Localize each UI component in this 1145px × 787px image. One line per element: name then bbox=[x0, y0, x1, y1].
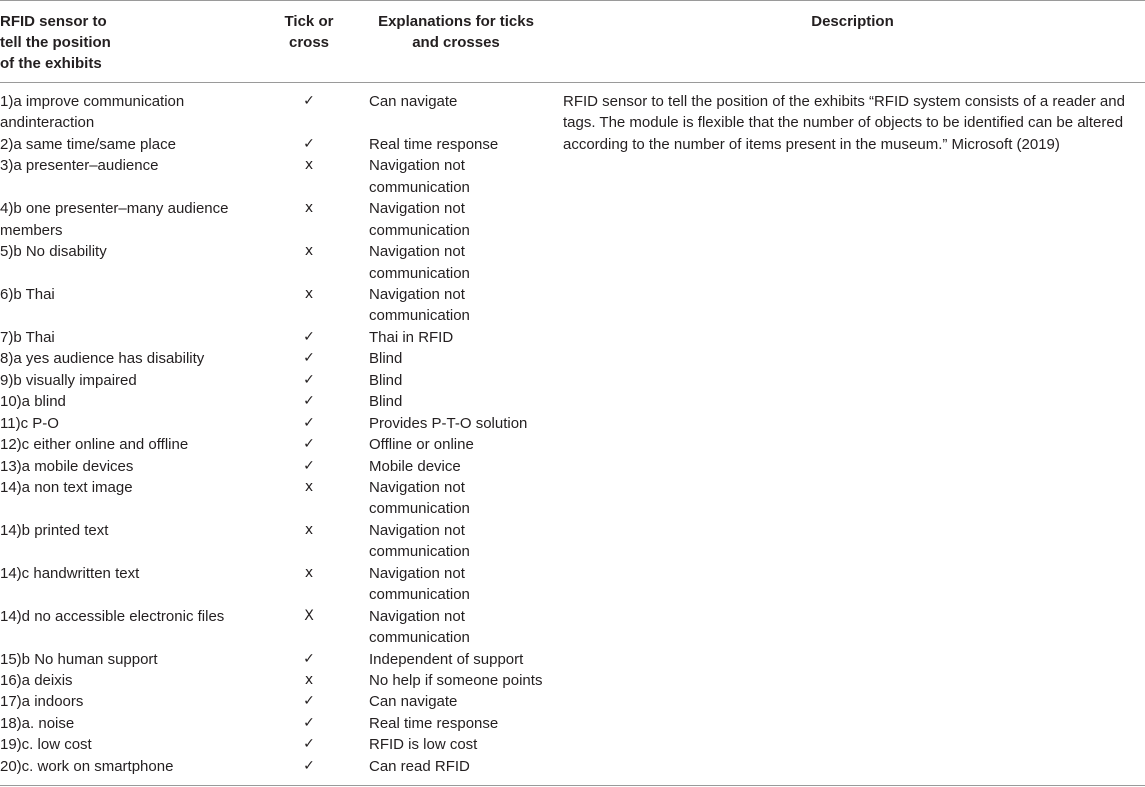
row-criterion: 9)b visually impaired bbox=[0, 371, 137, 389]
header-description: Description bbox=[811, 13, 894, 30]
row-explanation: Navigation not communication bbox=[369, 200, 470, 239]
row-explanation: Real time response bbox=[369, 714, 499, 732]
row-tick-or-cross: x bbox=[304, 521, 314, 538]
table-row bbox=[0, 348, 1145, 369]
row-tick-or-cross: ✓ bbox=[303, 414, 315, 431]
table-row bbox=[0, 413, 1145, 434]
row-tick-or-cross: ✓ bbox=[303, 693, 315, 710]
row-explanation: Offline or online bbox=[369, 436, 474, 454]
table-body bbox=[0, 91, 1145, 777]
table-row bbox=[0, 434, 1145, 455]
table-row bbox=[0, 241, 1145, 284]
table-row bbox=[0, 606, 1145, 649]
row-criterion: 4)b one presenter–many audience members bbox=[0, 200, 229, 239]
table-row bbox=[0, 198, 1145, 241]
table-row bbox=[0, 734, 1145, 755]
row-tick-or-cross: ✓ bbox=[303, 736, 315, 753]
row-criterion: 2)a same time/same place bbox=[0, 135, 176, 153]
row-tick-or-cross: ✓ bbox=[303, 350, 315, 367]
table-row bbox=[0, 756, 1145, 777]
row-criterion: 11)c P-O bbox=[0, 414, 59, 432]
row-tick-or-cross: x bbox=[304, 286, 314, 302]
row-tick-or-cross: ✓ bbox=[303, 328, 315, 345]
table-row bbox=[0, 713, 1145, 734]
row-criterion: 13)a mobile devices bbox=[0, 457, 134, 475]
row-criterion: 12)c either online and offline bbox=[0, 436, 189, 454]
row-criterion: 3)a presenter–audience bbox=[0, 157, 159, 175]
row-criterion: 14)a non text image bbox=[0, 478, 133, 496]
row-criterion: 14)c handwritten text bbox=[0, 564, 140, 582]
row-tick-or-cross: ✓ bbox=[303, 650, 315, 667]
row-criterion: 6)b Thai bbox=[0, 286, 55, 303]
row-tick-or-cross: ✓ bbox=[303, 714, 315, 731]
header-criterion: RFID sensor to tell the position of the exhibits bbox=[0, 13, 111, 72]
table-row bbox=[0, 391, 1145, 412]
table-bottom-rule bbox=[0, 785, 1145, 786]
row-criterion: 18)a. noise bbox=[0, 714, 75, 732]
row-criterion: 15)b No human support bbox=[0, 650, 158, 668]
row-tick-or-cross: x bbox=[304, 564, 314, 581]
row-tick-or-cross: ✓ bbox=[303, 393, 315, 410]
row-criterion: 7)b Thai bbox=[0, 328, 55, 346]
row-criterion: 5)b No disability bbox=[0, 243, 107, 261]
row-explanation: Navigation not communication bbox=[369, 607, 470, 647]
row-criterion: 8)a yes audience has disability bbox=[0, 350, 205, 368]
row-explanation: Blind bbox=[369, 393, 403, 411]
row-tick-or-cross: x bbox=[304, 478, 314, 495]
row-explanation: Navigation not communication bbox=[369, 286, 470, 325]
row-explanation: Can navigate bbox=[369, 93, 458, 110]
row-tick-or-cross: X bbox=[304, 607, 314, 624]
row-tick-or-cross: ✓ bbox=[303, 371, 315, 388]
table-row bbox=[0, 456, 1145, 477]
row-criterion: 14)d no accessible electronic files bbox=[0, 607, 225, 625]
row-explanation: No help if someone points bbox=[369, 671, 543, 689]
table-row bbox=[0, 327, 1145, 348]
row-explanation: Provides P-T-O solution bbox=[369, 414, 528, 432]
row-explanation: Blind bbox=[369, 350, 403, 368]
row-explanation: Thai in RFID bbox=[369, 328, 454, 346]
table-row bbox=[0, 691, 1145, 712]
table-row bbox=[0, 284, 1145, 327]
row-explanation: Independent of support bbox=[369, 650, 524, 668]
row-explanation: Real time response bbox=[369, 135, 499, 153]
row-tick-or-cross: x bbox=[304, 157, 314, 174]
table-row bbox=[0, 520, 1145, 563]
table-row bbox=[0, 670, 1145, 691]
row-explanation: Navigation not communication bbox=[369, 243, 470, 282]
row-criterion: 10)a blind bbox=[0, 393, 66, 411]
row-tick-or-cross: ✓ bbox=[303, 757, 315, 774]
row-explanation: Navigation not communication bbox=[369, 564, 470, 604]
table-row bbox=[0, 649, 1145, 670]
row-criterion: 20)c. work on smartphone bbox=[0, 757, 174, 775]
row-criterion: 17)a indoors bbox=[0, 693, 84, 711]
table-row bbox=[0, 477, 1145, 520]
row-explanation: Navigation not communication bbox=[369, 157, 470, 196]
row-tick-or-cross: x bbox=[304, 671, 314, 688]
row-criterion: 19)c. low cost bbox=[0, 736, 92, 754]
row-criterion: 14)b printed text bbox=[0, 521, 109, 539]
table-row bbox=[0, 563, 1145, 606]
row-explanation: Can read RFID bbox=[369, 757, 470, 775]
description-cell: RFID sensor to tell the position of the exhibits “RFID system consists of a reader and tags. The module is flexible that the number of objects to be identified can be altered according to the number of items present in the museum.” Microsoft (2019) bbox=[563, 93, 1125, 153]
row-explanation: Blind bbox=[369, 371, 403, 389]
row-tick-or-cross: x bbox=[304, 243, 314, 260]
row-explanation: RFID is low cost bbox=[369, 736, 478, 754]
header-explanation: Explanations for ticks and crosses bbox=[378, 13, 534, 51]
row-explanation: Can navigate bbox=[369, 693, 458, 711]
table-top-rule bbox=[0, 0, 1145, 1]
table-row bbox=[0, 370, 1145, 391]
row-tick-or-cross: ✓ bbox=[303, 457, 315, 474]
table-row bbox=[0, 155, 1145, 198]
row-explanation: Navigation not communication bbox=[369, 521, 470, 561]
row-criterion: 1)a improve communication andinteraction bbox=[0, 93, 185, 132]
header-rule bbox=[0, 82, 1145, 83]
row-tick-or-cross: ✓ bbox=[303, 436, 315, 453]
row-tick-or-cross: ✓ bbox=[303, 93, 315, 109]
row-tick-or-cross: x bbox=[304, 200, 314, 217]
table-header bbox=[0, 8, 1145, 82]
row-criterion: 16)a deixis bbox=[0, 671, 73, 689]
row-explanation: Mobile device bbox=[369, 457, 461, 475]
row-tick-or-cross: ✓ bbox=[303, 135, 315, 152]
row-explanation: Navigation not communication bbox=[369, 478, 470, 518]
header-tick-or-cross: Tick or cross bbox=[284, 13, 334, 51]
